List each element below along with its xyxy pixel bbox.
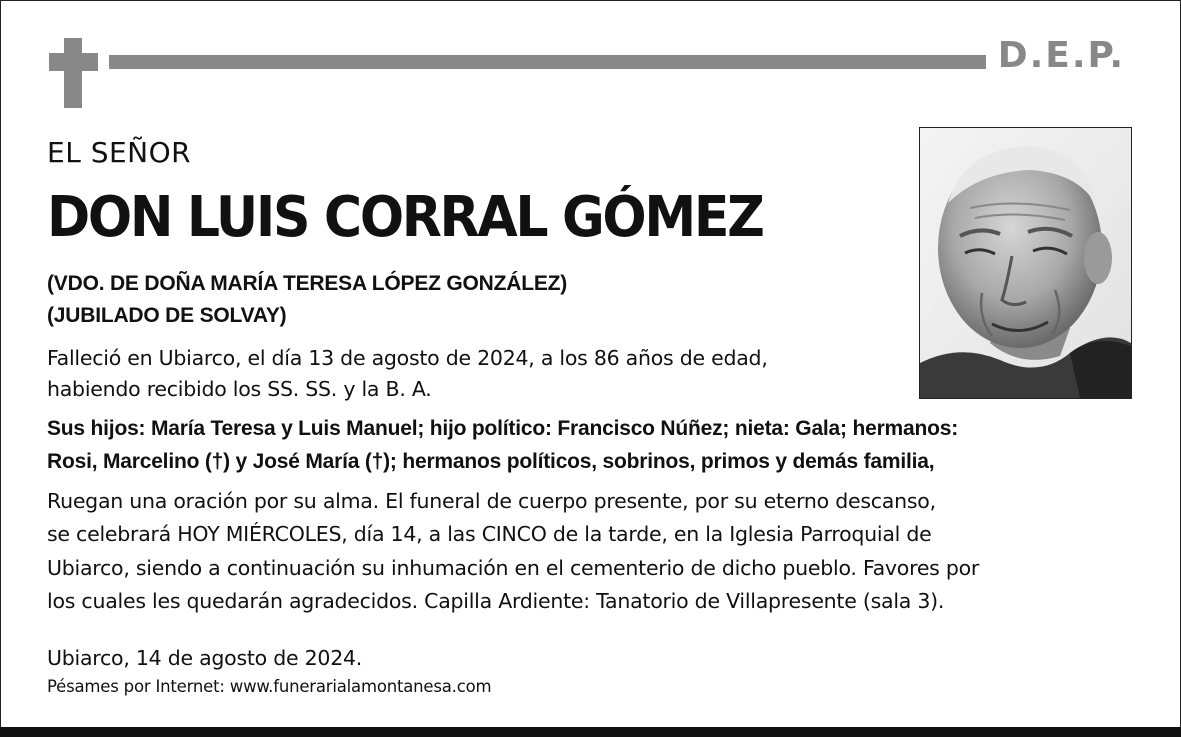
portrait-image	[920, 128, 1131, 398]
bottom-bar	[0, 727, 1181, 737]
death-line-2: habiendo recibido los SS. SS. y la B. A.	[47, 377, 432, 401]
header-rule	[109, 55, 986, 69]
honorific: EL SEÑOR	[47, 136, 192, 169]
service-line-3: Ubiarco, siendo a continuación su inhumación en el cementerio de dicho pueblo. Favores por	[47, 556, 980, 580]
cross-horizontal-bar	[49, 53, 98, 71]
deceased-name: DON LUIS CORRAL GÓMEZ	[47, 185, 763, 250]
condolence-web-line: Pésames por Internet: www.funerarialamontanesa.com	[47, 677, 492, 696]
service-line-1: Ruegan una oración por su alma. El funeral de cuerpo presente, por su eterno descanso,	[47, 489, 936, 513]
portrait-photo	[919, 127, 1132, 399]
widower-line: (VDO. DE DOÑA MARÍA TERESA LÓPEZ GONZÁLEZ)	[47, 272, 568, 295]
place-date: Ubiarco, 14 de agosto de 2024.	[47, 646, 363, 670]
occupation-line: (JUBILADO DE SOLVAY)	[47, 304, 287, 327]
family-line-1: Sus hijos: María Teresa y Luis Manuel; hijo político: Francisco Núñez; nieta: Gala; hermanos:	[47, 417, 959, 440]
cross-vertical-bar	[64, 38, 82, 108]
dep-label: D.E.P.	[997, 35, 1125, 76]
service-line-4: los cuales les quedarán agradecidos. Capilla Ardiente: Tanatorio de Villapresente (sala 3).	[47, 589, 945, 613]
death-line-1: Falleció en Ubiarco, el día 13 de agosto de 2024, a los 86 años de edad,	[47, 346, 768, 370]
family-line-2: Rosi, Marcelino (†) y José María (†); hermanos políticos, sobrinos, primos y demás familia,	[47, 450, 935, 473]
service-line-2: se celebrará HOY MIÉRCOLES, día 14, a las CINCO de la tarde, en la Iglesia Parroquial de	[47, 522, 932, 546]
